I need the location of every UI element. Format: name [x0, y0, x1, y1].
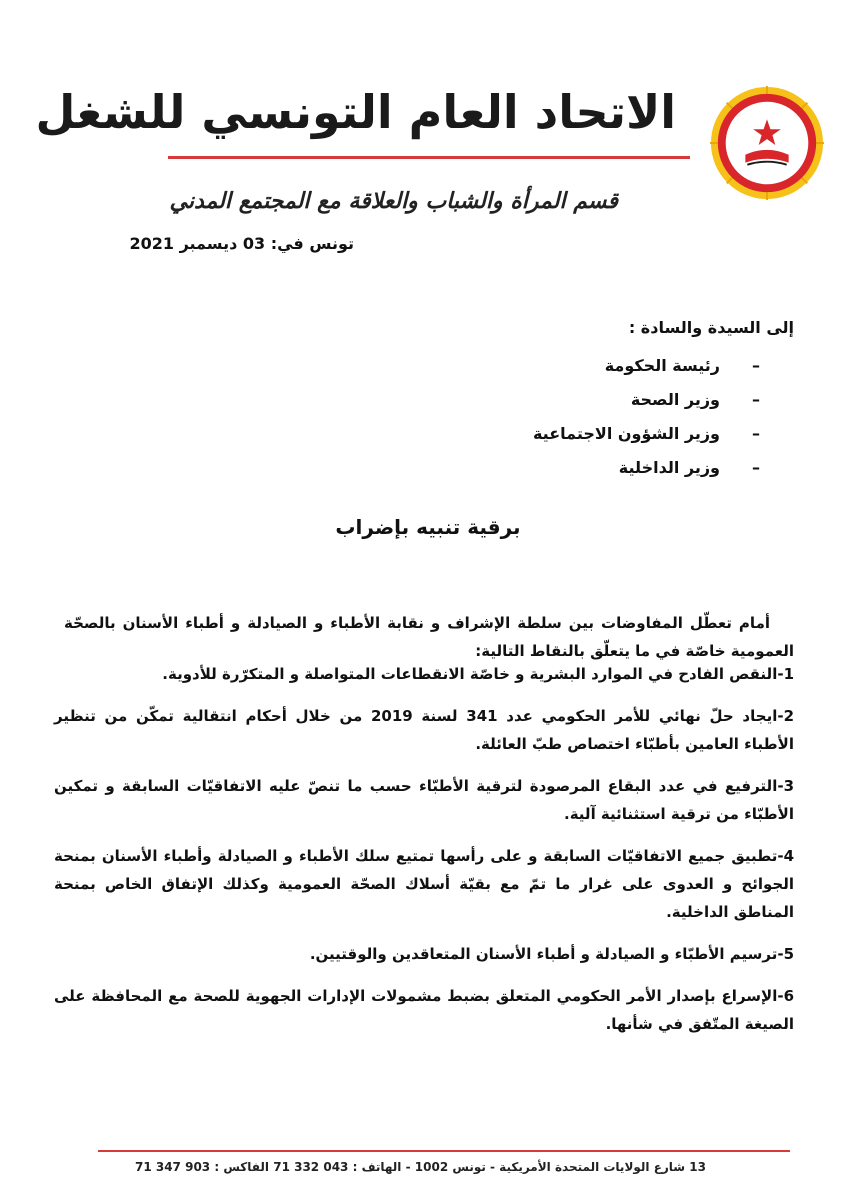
- recipient-item: –وزير الداخلية: [533, 456, 760, 490]
- organization-title: الاتحاد العام التونسي للشغل: [35, 85, 676, 139]
- recipients-heading: إلى السيدة والسادة :: [628, 318, 794, 337]
- dash-bullet-icon: –: [752, 458, 760, 477]
- demand-item: 5-ترسيم الأطبّاء و الصيادلة و أطباء الأسنان المتعاقدين والوقتيين.: [309, 945, 794, 963]
- recipient-item: –وزير الصحة: [533, 388, 760, 422]
- demand-item: 1-النقص الفادح في الموارد البشرية و خاصّة الانقطاعات المتواصلة و المتكرّرة للأدوية.: [162, 665, 794, 683]
- intro-paragraph: أمام تعطّل المفاوضات بين سلطة الإشراف و نقابة الأطباء و الصيادلة و أطباء الأسنان بالصحّة العمومية خاصّة في ما يتعلّق بالنقاط التالية:: [64, 614, 794, 660]
- demand-item: 2-ايجاد حلّ نهائي للأمر الحكومي عدد 341 لسنة 2019 من خلال أحكام انتقالية تمكّن من تنظير الأطباء العامين بأطبّاء اختصاص طبّ العائلة.: [54, 707, 795, 753]
- document-title: برقية تنبيه بإضراب: [335, 515, 521, 539]
- department-subtitle: قسم المرأة والشباب والعلاقة مع المجتمع المدني: [169, 189, 618, 214]
- footer-divider: [98, 1150, 790, 1152]
- demand-item: 3-الترفيع في عدد البقاع المرصودة لترقية الأطبّاء حسب ما تنصّ عليه الاتفاقيّات السابقة و تمكين الأطبّاء من ترقية استثنائية آلية.: [54, 777, 794, 823]
- dash-bullet-icon: –: [752, 424, 760, 443]
- demands-list: [54, 660, 794, 1052]
- demand-item: 4-تطبيق جميع الاتفاقيّات السابقة و على رأسها تمتيع سلك الأطباء و الصيادلة وأطباء الأسنان بمنحة الجوائح و العدوى على غرار ما تمّ مع بقيّة أسلاك الصحّة العمومية وكذلك الإتفاق الخاص بمنحة المناطق الداخلية.: [54, 847, 794, 921]
- recipient-item: –رئيسة الحكومة: [533, 354, 760, 388]
- dash-bullet-icon: –: [752, 390, 760, 409]
- demand-item: 6-الإسراع بإصدار الأمر الحكومي المتعلق بضبط مشمولات الإدارات الجهوية للصحة مع المحافظة على الصيغة المتّفق في شأنها.: [54, 987, 794, 1033]
- union-emblem-icon: [708, 84, 826, 202]
- recipient-item: –وزير الشؤون الاجتماعية: [533, 422, 760, 456]
- date-line: تونس في: 03 ديسمبر 2021: [129, 234, 354, 253]
- dash-bullet-icon: –: [752, 356, 760, 375]
- header-divider: [168, 156, 690, 159]
- recipients-list: [533, 354, 760, 490]
- footer-address: 13 شارع الولايات المتحدة الأمريكية - تونس 1002 - الهاتف : 043 332 71 الفاكس : 903 347 71: [134, 1160, 706, 1174]
